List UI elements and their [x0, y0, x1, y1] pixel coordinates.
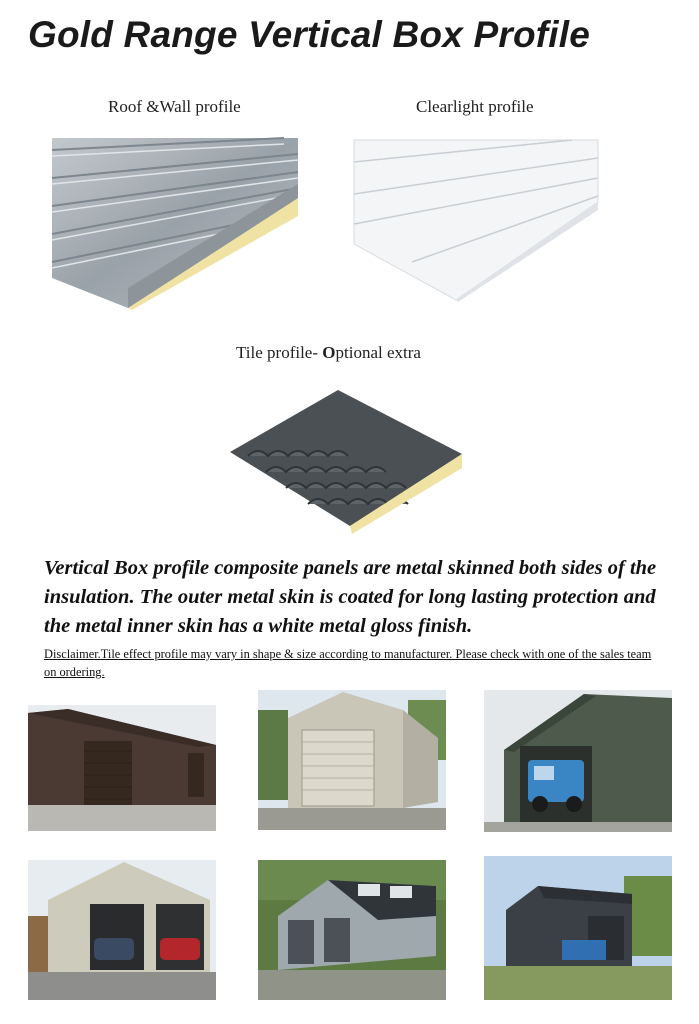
tile-profile-caption	[236, 343, 421, 363]
cream-garage-photo	[258, 690, 446, 830]
clearlight-profile-caption: Clearlight profile	[416, 97, 534, 116]
grey-garage-rooflights-photo	[258, 860, 446, 1000]
tile-caption-suffix: ptional extra	[335, 343, 421, 362]
green-barn-lorry-photo	[484, 690, 672, 832]
page-title: Gold Range Vertical Box Profile	[28, 14, 591, 55]
double-garage-cars-photo	[28, 860, 216, 1000]
tile-panel-image	[226, 384, 466, 534]
disclaimer-text: Disclaimer.Tile effect profile may vary in shape & size according to manufacturer. Please check with one of the sales team on ordering.	[44, 647, 652, 679]
roof-wall-panel-image	[48, 128, 304, 310]
brown-garage-photo	[28, 705, 216, 831]
tile-caption-bold-letter: O	[322, 343, 336, 362]
product-description: Vertical Box profile composite panels are metal skinned both sides of the insulation. The outer metal skin is coated for long lasting protection and the metal inner skin has a white metal gloss finish.	[44, 557, 657, 637]
tile-caption-prefix: Tile profile-	[236, 343, 323, 362]
roof-wall-profile-caption: Roof &Wall profile	[108, 97, 241, 116]
dark-barn-machinery-photo	[484, 856, 672, 1000]
clearlight-panel-image	[352, 132, 604, 302]
